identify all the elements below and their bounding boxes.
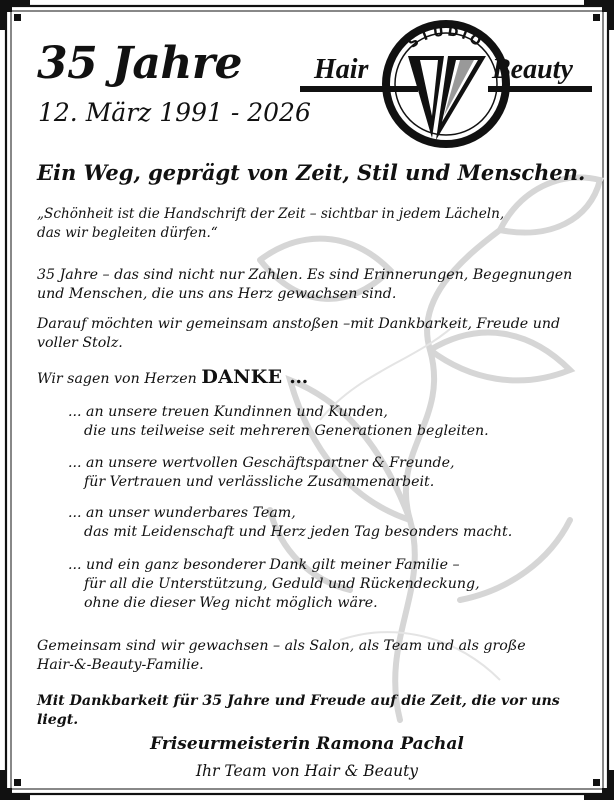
paragraph-intro-line-2: und Menschen, die uns ans Herz gewachsen sind. — [37, 286, 397, 302]
thanks-item-team — [68, 504, 588, 542]
thanks-item-line-2: für Vertrauen und verlässliche Zusammenarbeit. — [84, 474, 435, 490]
thanks-item-partners — [68, 454, 588, 492]
thanks-intro — [37, 368, 592, 389]
quote-line-2: das wir begleiten dürfen.“ — [37, 225, 218, 241]
danke-word: DANKE … — [201, 366, 309, 388]
paragraph-together — [37, 637, 592, 675]
quote-line-1: „Schönheit ist die Handschrift der Zeit – sichtbar in jedem Lächeln, — [37, 206, 505, 222]
thanks-item-line-2: das mit Leidenschaft und Herz jeden Tag besonders macht. — [84, 524, 513, 540]
paragraph-intro — [37, 266, 592, 304]
logo-beauty-word: Beauty — [492, 54, 573, 85]
thanks-item-customers — [68, 403, 588, 441]
paragraph-toast-line-2: voller Stolz. — [37, 335, 123, 351]
thanks-item-line-1: ... und ein ganz besonderer Dank gilt meiner Familie – — [68, 557, 460, 573]
paragraph-intro-line-1: 35 Jahre – das sind nicht nur Zahlen. Es sind Erinnerungen, Begegnungen — [37, 267, 573, 283]
anniversary-date: 12. März 1991 - 2026 — [38, 98, 311, 127]
thanks-item-line-2: die uns teilweise seit mehreren Generationen begleiten. — [84, 423, 489, 439]
headline: Ein Weg, geprägt von Zeit, Stil und Menschen. — [37, 160, 586, 185]
logo-hair-word: Hair — [314, 54, 369, 85]
thanks-item-line-1: ... an unser wunderbares Team, — [68, 505, 296, 521]
thanks-item-line-1: ... an unsere treuen Kundinnen und Kunden, — [68, 404, 388, 420]
signature-team: Ihr Team von Hair & Beauty — [195, 762, 419, 780]
thanks-item-line-1: ... an unsere wertvollen Geschäftspartner & Freunde, — [68, 455, 455, 471]
thanks-item-line-3: ohne die dieser Weg nicht möglich wäre. — [84, 595, 378, 611]
paragraph-together-line-1: Gemeinsam sind wir gewachsen – als Salon, als Team und als große — [37, 638, 526, 654]
paragraph-together-line-2: Hair-&-Beauty-Familie. — [37, 657, 204, 673]
paragraph-toast-line-1: Darauf möchten wir gemeinsam anstoßen –mit Dankbarkeit, Freude und — [37, 316, 561, 332]
signature-name: Friseurmeisterin Ramona Pachal — [150, 734, 464, 754]
paragraph-gratitude: Mit Dankbarkeit für 35 Jahre und Freude auf die Zeit, die vor uns liegt. — [37, 693, 560, 728]
anniversary-title: 35 Jahre — [37, 38, 243, 89]
paragraph-toast — [37, 315, 592, 353]
quote — [37, 205, 592, 243]
thanks-intro-text: Wir sagen von Herzen — [37, 371, 202, 387]
thanks-item-family — [68, 556, 588, 613]
thanks-item-line-2: für all die Unterstützung, Geduld und Rückendeckung, — [84, 576, 480, 592]
hair-beauty-studio-logo — [296, 16, 596, 148]
logo-studio-word: STUDIO — [405, 24, 487, 52]
